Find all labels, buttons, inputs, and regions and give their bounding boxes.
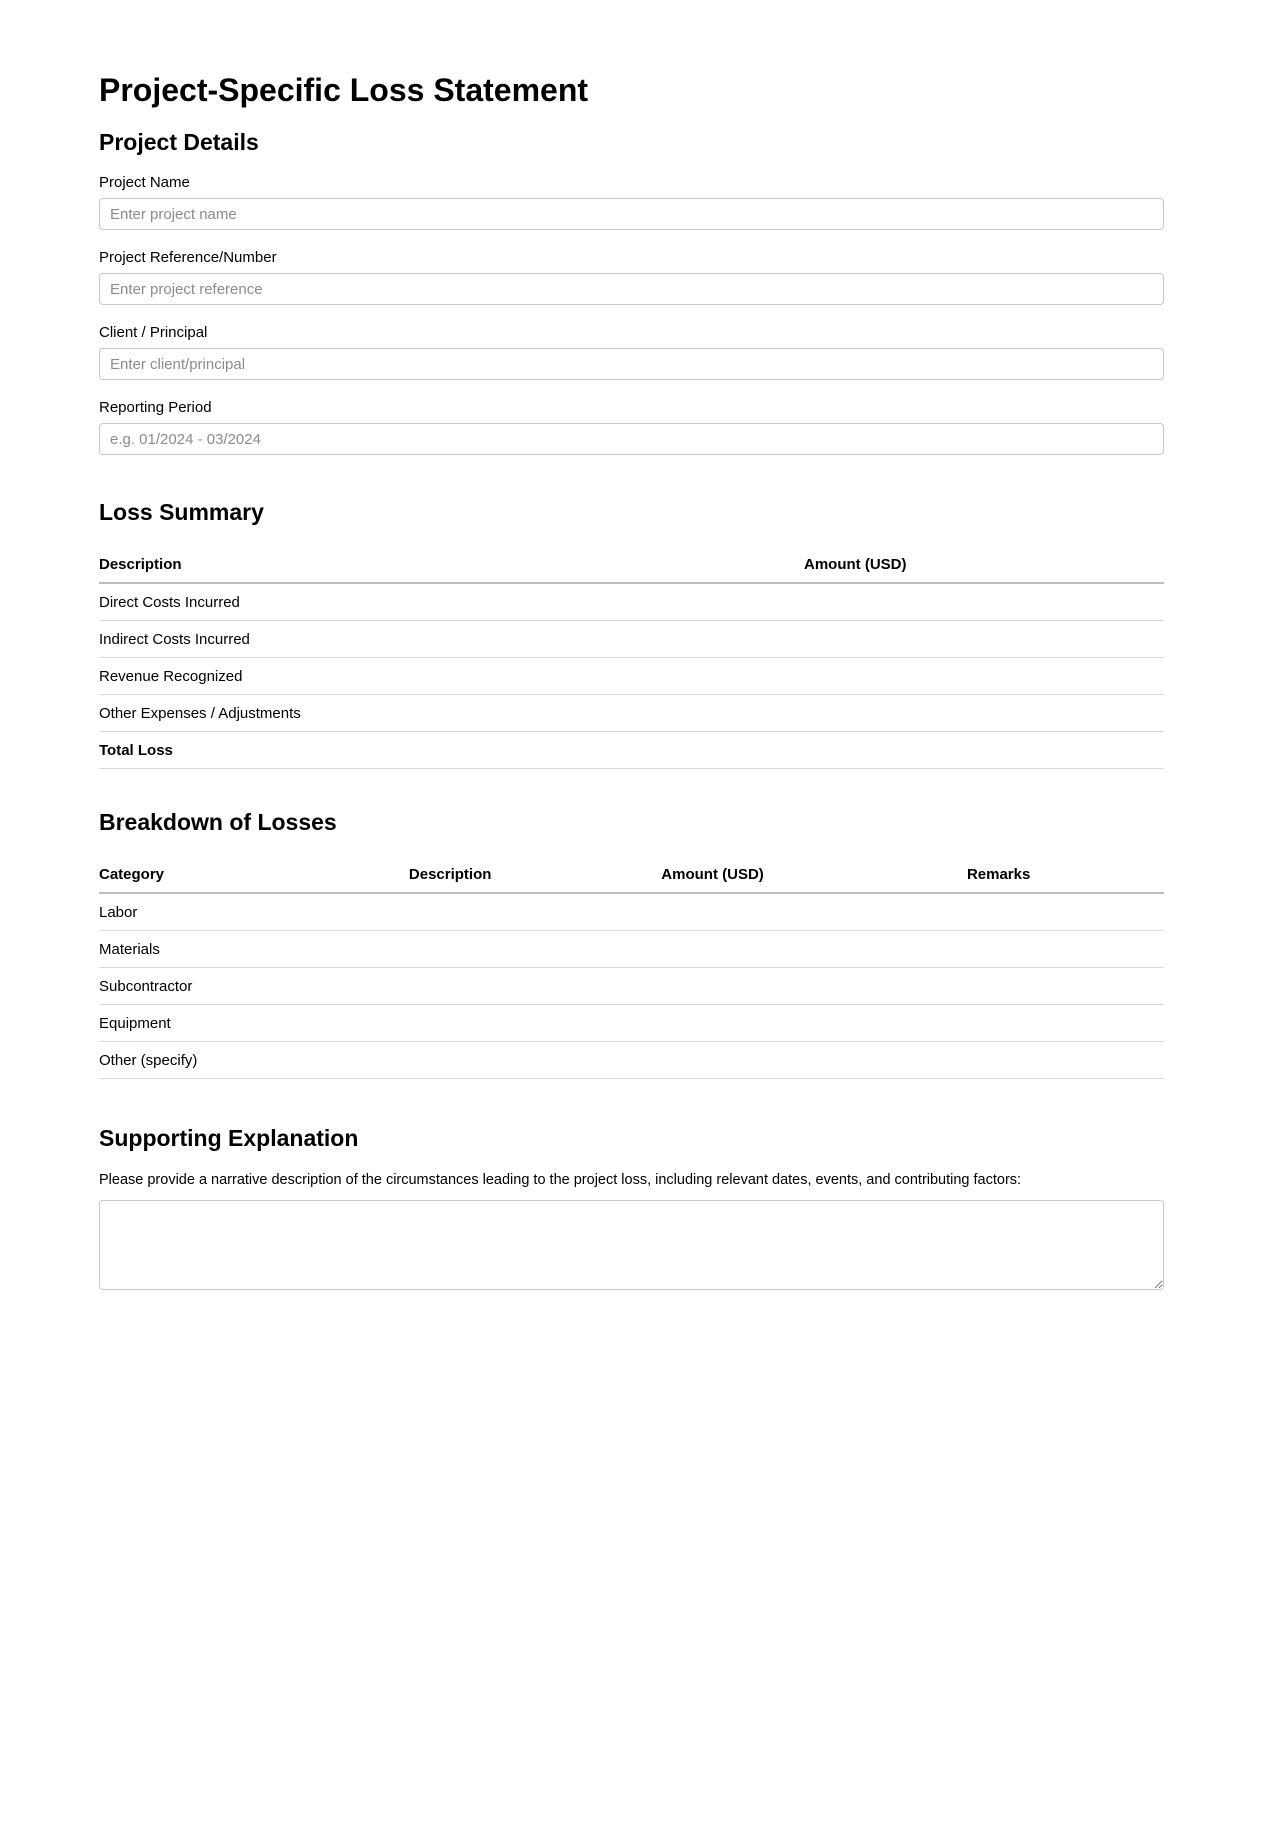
table-row bbox=[99, 658, 1164, 695]
project-reference-label: Project Reference/Number bbox=[99, 249, 277, 266]
reporting-period-label: Reporting Period bbox=[99, 399, 212, 416]
row-remarks bbox=[967, 1005, 1164, 1042]
row-amount bbox=[804, 695, 1164, 732]
row-remarks bbox=[967, 931, 1164, 968]
row-description bbox=[409, 893, 661, 931]
table-row bbox=[99, 695, 1164, 732]
project-details-heading: Project Details bbox=[99, 129, 259, 155]
reporting-period-input[interactable] bbox=[99, 423, 1164, 455]
client-principal-field-group bbox=[99, 324, 1164, 380]
row-amount bbox=[804, 583, 1164, 621]
row-amount bbox=[804, 732, 1164, 769]
row-description: Other Expenses / Adjustments bbox=[99, 695, 804, 732]
breakdown-heading: Breakdown of Losses bbox=[99, 809, 337, 835]
loss-summary-header-row bbox=[99, 548, 1164, 583]
table-row bbox=[99, 1005, 1164, 1042]
supporting-explanation-heading: Supporting Explanation bbox=[99, 1125, 359, 1151]
column-header-description: Description bbox=[99, 548, 804, 583]
row-remarks bbox=[967, 893, 1164, 931]
row-description: Indirect Costs Incurred bbox=[99, 621, 804, 658]
row-amount bbox=[804, 621, 1164, 658]
reporting-period-field-group bbox=[99, 399, 1164, 455]
column-header-category: Category bbox=[99, 858, 409, 893]
page-title: Project-Specific Loss Statement bbox=[99, 72, 589, 108]
row-category: Labor bbox=[99, 893, 409, 931]
loss-summary-heading: Loss Summary bbox=[99, 499, 264, 525]
row-category: Materials bbox=[99, 931, 409, 968]
column-header-amount: Amount (USD) bbox=[661, 858, 967, 893]
table-row bbox=[99, 968, 1164, 1005]
row-description bbox=[409, 1042, 661, 1079]
section-supporting-explanation bbox=[99, 1125, 1164, 1290]
row-remarks bbox=[967, 1042, 1164, 1079]
row-description: Revenue Recognized bbox=[99, 658, 804, 695]
loss-summary-table bbox=[99, 548, 1164, 769]
total-loss-row bbox=[99, 732, 1164, 769]
column-header-description: Description bbox=[409, 858, 661, 893]
client-principal-label: Client / Principal bbox=[99, 324, 208, 341]
project-reference-field-group bbox=[99, 249, 1164, 305]
column-header-remarks: Remarks bbox=[967, 858, 1164, 893]
row-description bbox=[409, 1005, 661, 1042]
project-name-label: Project Name bbox=[99, 174, 190, 191]
table-row bbox=[99, 621, 1164, 658]
explanation-prompt: Please provide a narrative description of the circumstances leading to the project loss, including relevant dates, events, and contributing factors: bbox=[99, 1172, 1022, 1188]
section-breakdown-of-losses bbox=[99, 809, 1164, 1079]
breakdown-table bbox=[99, 858, 1164, 1079]
row-amount bbox=[661, 968, 967, 1005]
row-category: Equipment bbox=[99, 1005, 409, 1042]
row-amount bbox=[804, 658, 1164, 695]
table-row bbox=[99, 1042, 1164, 1079]
table-row bbox=[99, 893, 1164, 931]
row-description: Total Loss bbox=[99, 732, 804, 769]
column-header-amount: Amount (USD) bbox=[804, 548, 1164, 583]
row-description: Direct Costs Incurred bbox=[99, 583, 804, 621]
row-amount bbox=[661, 893, 967, 931]
row-category: Subcontractor bbox=[99, 968, 409, 1005]
breakdown-header-row bbox=[99, 858, 1164, 893]
row-amount bbox=[661, 1005, 967, 1042]
row-amount bbox=[661, 931, 967, 968]
section-project-details bbox=[99, 129, 1164, 455]
loss-statement-document bbox=[99, 0, 1164, 1290]
row-description bbox=[409, 968, 661, 1005]
client-principal-input[interactable] bbox=[99, 348, 1164, 380]
project-name-field-group bbox=[99, 174, 1164, 230]
row-remarks bbox=[967, 968, 1164, 1005]
row-category: Other (specify) bbox=[99, 1042, 409, 1079]
table-row bbox=[99, 931, 1164, 968]
row-amount bbox=[661, 1042, 967, 1079]
explanation-textarea[interactable] bbox=[99, 1200, 1164, 1290]
table-row bbox=[99, 583, 1164, 621]
project-reference-input[interactable] bbox=[99, 273, 1164, 305]
section-loss-summary bbox=[99, 499, 1164, 769]
project-name-input[interactable] bbox=[99, 198, 1164, 230]
row-description bbox=[409, 931, 661, 968]
